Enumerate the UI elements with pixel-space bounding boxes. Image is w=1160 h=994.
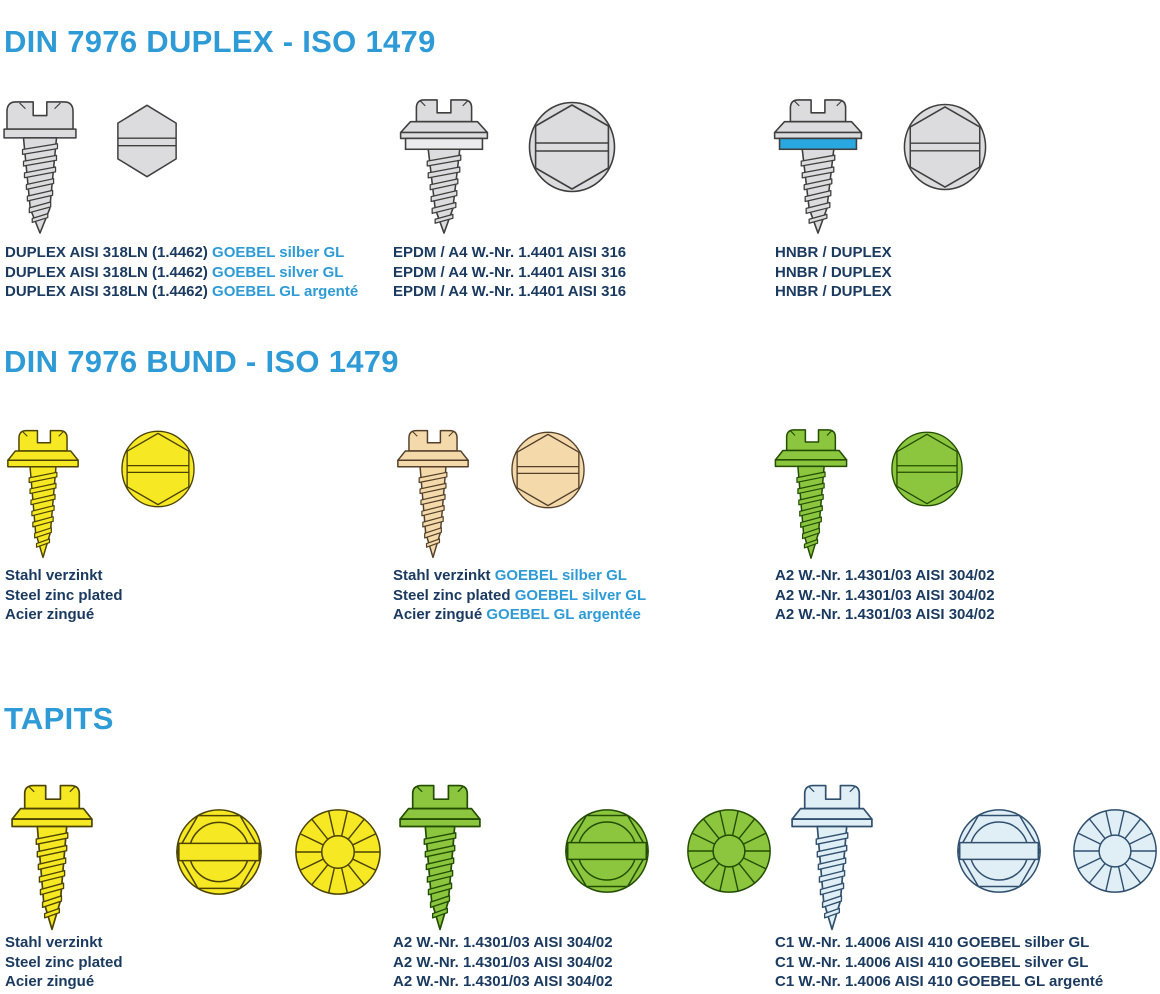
section-heading-tapits: TAPITS (4, 701, 114, 736)
caption-text: HNBR / DUPLEX (775, 283, 892, 300)
screw-side-view-icon (790, 783, 874, 933)
caption-text: C1 W.-Nr. 1.4006 AISI 410 GOEBEL silber GL (775, 934, 1090, 951)
caption-text: Steel zinc plated (5, 953, 123, 971)
caption-text: HNBR / DUPLEX (775, 244, 892, 261)
screw-underside-serration-icon (686, 808, 772, 894)
caption-text: A2 W.-Nr. 1.4301/03 AISI 304/02 (775, 606, 995, 623)
caption-text: C1 W.-Nr. 1.4006 AISI 410 GOEBEL silver GL (775, 953, 1089, 971)
caption-block (5, 243, 385, 302)
caption-line (5, 282, 385, 302)
caption-line (5, 933, 385, 953)
caption-text: DUPLEX AISI 318LN (1.4462) (5, 263, 213, 281)
caption-line (393, 566, 773, 586)
screw-top-view-hex-icon (175, 808, 263, 896)
screw-side-view-icon (772, 98, 864, 238)
screw-top-view-hex-icon (528, 101, 616, 193)
caption-text: EPDM / A4 W.-Nr. 1.4401 AISI 316 (393, 244, 627, 261)
caption-line (5, 972, 385, 992)
caption-highlight: GOEBEL silver GL (514, 586, 647, 604)
caption-text: Steel zinc plated (5, 586, 123, 604)
caption-block (775, 933, 1155, 992)
caption-block (393, 566, 773, 625)
screw-top-view-hex-icon (120, 430, 196, 508)
caption-text: A2 W.-Nr. 1.4301/03 AISI 304/02 (393, 973, 613, 990)
screw-top-view-hex-icon (890, 431, 964, 507)
caption-highlight: GOEBEL GL argentée (486, 606, 641, 623)
screw-side-view-icon (396, 428, 470, 561)
screw-top-view-hex-icon (116, 103, 178, 179)
caption-line (393, 586, 773, 606)
screw-top-view-hex-icon (510, 431, 586, 509)
section-heading-duplex: DIN 7976 DUPLEX - ISO 1479 (4, 24, 436, 59)
caption-highlight: GOEBEL GL argenté (212, 283, 359, 300)
caption-highlight: GOEBEL silber GL (212, 244, 345, 261)
caption-text: Acier zingué (5, 606, 95, 623)
caption-text: Acier zingué (5, 973, 95, 990)
caption-line (775, 243, 1155, 263)
caption-text: HNBR / DUPLEX (775, 263, 892, 281)
caption-text: Stahl verzinkt (5, 934, 103, 951)
caption-line (5, 566, 385, 586)
caption-text: Steel zinc plated (393, 586, 515, 604)
caption-text: Stahl verzinkt (5, 567, 103, 584)
caption-line (775, 566, 1155, 586)
caption-line (775, 605, 1155, 625)
caption-line (775, 933, 1155, 953)
caption-text: EPDM / A4 W.-Nr. 1.4401 AISI 316 (393, 263, 627, 281)
caption-text: A2 W.-Nr. 1.4301/03 AISI 304/02 (393, 934, 613, 951)
caption-line (775, 282, 1155, 302)
caption-line (393, 953, 773, 973)
section-heading-bund: DIN 7976 BUND - ISO 1479 (4, 344, 399, 379)
caption-block (775, 243, 1155, 302)
caption-line (5, 243, 385, 263)
caption-text: EPDM / A4 W.-Nr. 1.4401 AISI 316 (393, 283, 627, 300)
caption-line (5, 605, 385, 625)
caption-line (775, 586, 1155, 606)
caption-text: DUPLEX AISI 318LN (1.4462) (5, 283, 213, 300)
screw-side-view-icon (3, 100, 77, 236)
caption-highlight: GOEBEL silber GL (494, 567, 627, 584)
screw-side-view-icon (10, 783, 94, 933)
caption-line (5, 263, 385, 283)
caption-text: A2 W.-Nr. 1.4301/03 AISI 304/02 (775, 586, 995, 604)
screw-top-view-hex-icon (903, 101, 987, 193)
caption-line (393, 243, 773, 263)
caption-line (5, 586, 385, 606)
caption-line (393, 933, 773, 953)
screw-top-view-hex-icon (564, 808, 650, 894)
screw-underside-serration-icon (1072, 808, 1158, 894)
caption-line (393, 263, 773, 283)
screw-underside-serration-icon (294, 808, 382, 896)
caption-line (393, 972, 773, 992)
caption-block (393, 243, 773, 302)
caption-block (5, 933, 385, 992)
screw-top-view-hex-icon (956, 808, 1042, 894)
screw-side-view-icon (773, 428, 849, 561)
caption-line (393, 605, 773, 625)
caption-line (775, 972, 1155, 992)
caption-text: Stahl verzinkt (393, 567, 495, 584)
caption-text: DUPLEX AISI 318LN (1.4462) (5, 244, 213, 261)
caption-block (5, 566, 385, 625)
caption-block (775, 566, 1155, 625)
caption-line (5, 953, 385, 973)
screw-side-view-icon (6, 428, 80, 561)
caption-line (775, 263, 1155, 283)
caption-line (393, 282, 773, 302)
screw-side-view-icon (398, 783, 482, 933)
caption-text: C1 W.-Nr. 1.4006 AISI 410 GOEBEL GL argenté (775, 973, 1104, 990)
caption-text: A2 W.-Nr. 1.4301/03 AISI 304/02 (393, 953, 613, 971)
caption-highlight: GOEBEL silver GL (212, 263, 344, 281)
caption-text: A2 W.-Nr. 1.4301/03 AISI 304/02 (775, 567, 995, 584)
caption-line (775, 953, 1155, 973)
caption-text: Acier zingué (393, 606, 487, 623)
caption-block (393, 933, 773, 992)
screw-side-view-icon (398, 98, 490, 238)
